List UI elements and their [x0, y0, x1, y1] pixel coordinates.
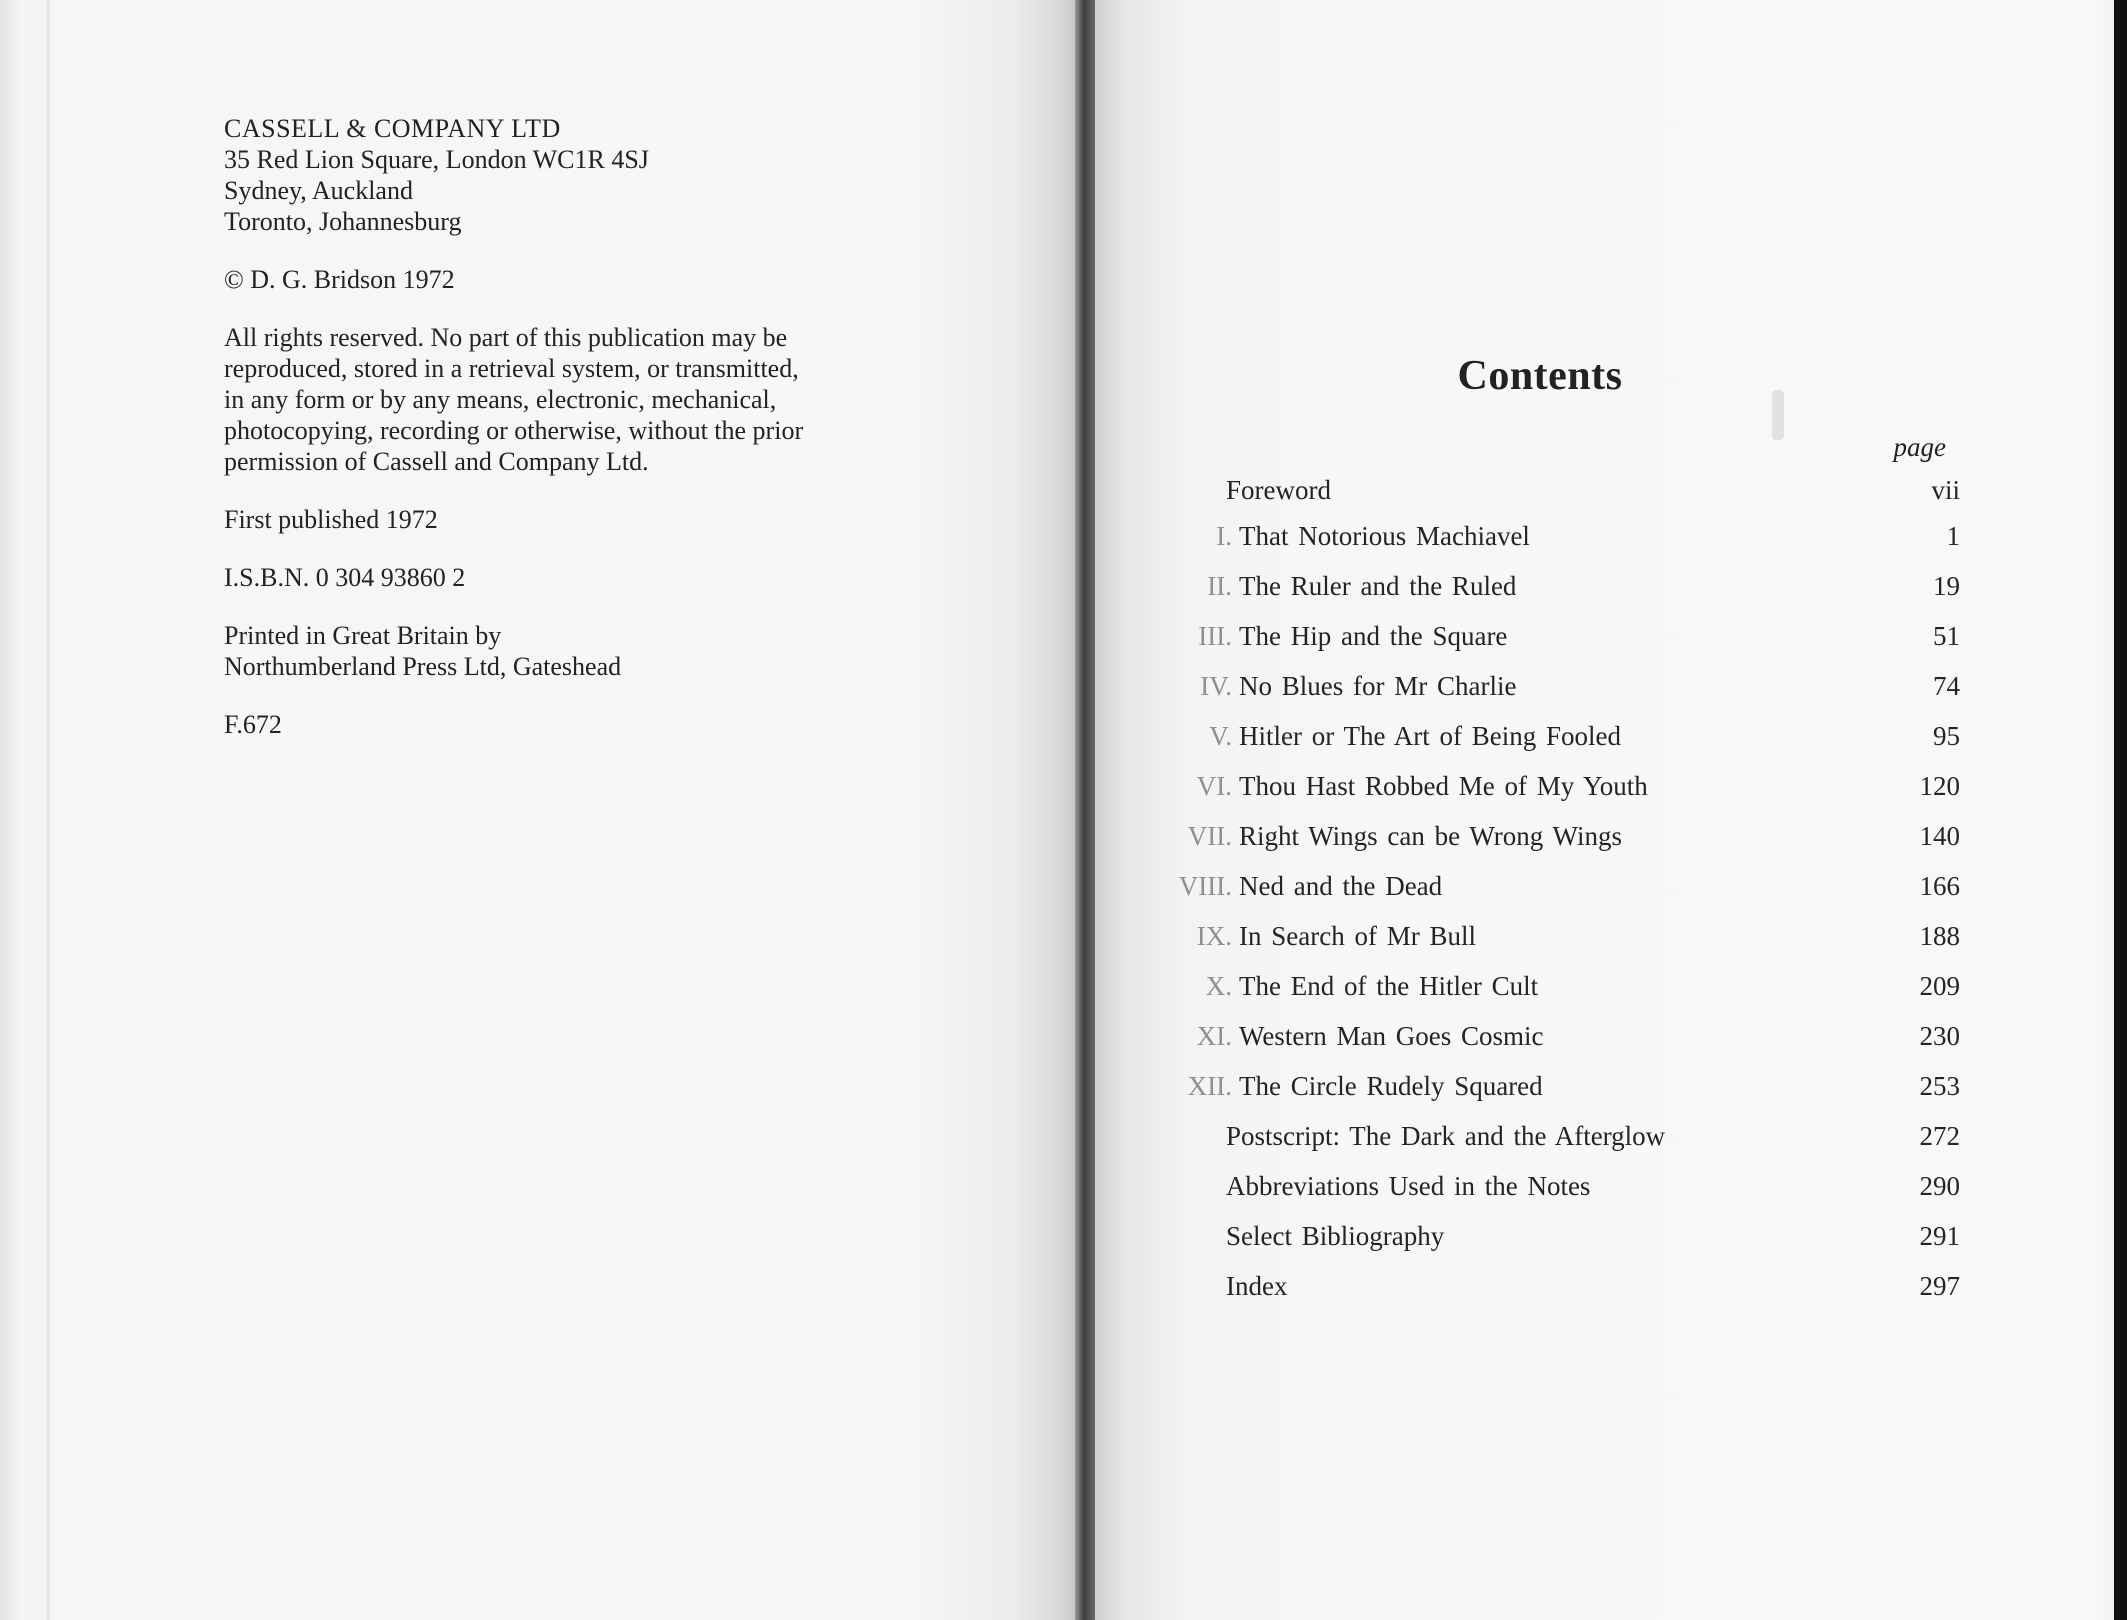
chapter-title: Abbreviations Used in the Notes	[1226, 1171, 1591, 1201]
chapter-title: Thou Hast Robbed Me of My Youth	[1239, 771, 1648, 801]
page-number: 188	[1919, 921, 1960, 951]
toc-entry	[1150, 866, 1960, 916]
chapter-number: VI.	[1196, 771, 1232, 801]
table-of-contents	[1150, 470, 1960, 1316]
address-line: Sydney, Auckland	[224, 176, 413, 205]
isbn-line: I.S.B.N. 0 304 93860 2	[224, 563, 466, 592]
chapter-title: The Ruler and the Ruled	[1239, 571, 1517, 601]
printer-line: Printed in Great Britain by	[224, 621, 502, 650]
toc-entry	[1150, 470, 1960, 516]
chapter-title: Foreword	[1226, 475, 1331, 505]
chapter-title: In Search of Mr Bull	[1239, 921, 1476, 951]
chapter-number: IV.	[1200, 671, 1232, 701]
toc-entry	[1150, 666, 1960, 716]
page-number: 291	[1919, 1221, 1960, 1251]
paper-blemish	[1772, 390, 1784, 440]
toc-entry	[1150, 716, 1960, 766]
chapter-number: VII.	[1187, 821, 1232, 851]
page-number: 272	[1919, 1121, 1960, 1151]
address-line: 35 Red Lion Square, London WC1R 4SJ	[224, 145, 649, 174]
rights-line: photocopying, recording or otherwise, without the prior	[224, 416, 804, 445]
chapter-number: X.	[1205, 971, 1232, 1001]
chapter-title: The Circle Rudely Squared	[1239, 1071, 1543, 1101]
book-gutter	[1075, 0, 1095, 1620]
toc-entry	[1150, 766, 1960, 816]
toc-entry	[1150, 516, 1960, 566]
page-number: 140	[1919, 821, 1960, 851]
chapter-title: Postscript: The Dark and the Afterglow	[1226, 1121, 1666, 1151]
chapter-title: The Hip and the Square	[1239, 621, 1508, 651]
page-number: 19	[1933, 571, 1960, 601]
rights-line: All rights reserved. No part of this publication may be	[224, 323, 788, 352]
chapter-title: Index	[1226, 1271, 1288, 1301]
page-number: 51	[1933, 621, 1960, 651]
page-number: 297	[1919, 1271, 1960, 1301]
imprint-block	[224, 113, 924, 767]
scan-edge	[2114, 0, 2127, 1620]
chapter-number: III.	[1198, 621, 1232, 651]
toc-entry	[1150, 966, 1960, 1016]
publisher-block	[224, 113, 924, 237]
rights-line: permission of Cassell and Company Ltd.	[224, 447, 649, 476]
chapter-number: XII.	[1187, 1071, 1232, 1101]
chapter-number: XI.	[1196, 1021, 1232, 1051]
chapter-title: The End of the Hitler Cult	[1239, 971, 1539, 1001]
toc-entry	[1150, 816, 1960, 866]
chapter-title: No Blues for Mr Charlie	[1239, 671, 1517, 701]
toc-entry	[1150, 916, 1960, 966]
page-number: 290	[1919, 1171, 1960, 1201]
toc-entry	[1150, 1266, 1960, 1316]
rights-line: in any form or by any means, electronic, mechanical,	[224, 385, 777, 414]
chapter-title: Select Bibliography	[1226, 1221, 1445, 1251]
toc-entry	[1150, 1016, 1960, 1066]
chapter-number: IX.	[1196, 921, 1232, 951]
first-published-line: First published 1972	[224, 505, 438, 534]
rights-line: reproduced, stored in a retrieval system, or transmitted,	[224, 354, 799, 383]
publisher-name: CASSELL & COMPANY LTD	[224, 114, 561, 143]
rights-notice	[224, 322, 914, 477]
toc-entry	[1150, 566, 1960, 616]
page-number: 74	[1933, 671, 1960, 701]
toc-entry	[1150, 1166, 1960, 1216]
page-number: 253	[1919, 1071, 1960, 1101]
copyright-notice	[224, 264, 924, 295]
page-number: 95	[1933, 721, 1960, 751]
chapter-title: Western Man Goes Cosmic	[1239, 1021, 1544, 1051]
isbn	[224, 562, 924, 593]
chapter-title: Hitler or The Art of Being Fooled	[1239, 721, 1621, 751]
toc-entry	[1150, 1066, 1960, 1116]
page-number: 1	[1946, 521, 1960, 551]
page-number: 120	[1919, 771, 1960, 801]
page-number: 166	[1919, 871, 1960, 901]
page-number: vii	[1931, 475, 1960, 505]
address-line: Toronto, Johannesburg	[224, 207, 462, 236]
chapter-number: I.	[1216, 521, 1232, 551]
contents-heading: Contents	[1457, 353, 1623, 399]
page-number: 230	[1919, 1021, 1960, 1051]
print-code	[224, 709, 924, 740]
chapter-title: Right Wings can be Wrong Wings	[1239, 821, 1622, 851]
page-number: 209	[1919, 971, 1960, 1001]
printer-line: Northumberland Press Ltd, Gateshead	[224, 652, 622, 681]
first-published	[224, 504, 924, 535]
printer-block	[224, 620, 924, 682]
print-code-line: F.672	[224, 710, 282, 739]
toc-entry	[1150, 1116, 1960, 1166]
page-column-label: page	[1893, 432, 1946, 462]
chapter-number: VIII.	[1178, 871, 1232, 901]
chapter-number: II.	[1207, 571, 1232, 601]
chapter-title: Ned and the Dead	[1239, 871, 1443, 901]
toc-entry	[1150, 616, 1960, 666]
chapter-number: V.	[1209, 721, 1232, 751]
toc-entry	[1150, 1216, 1960, 1266]
copyright-line: © D. G. Bridson 1972	[224, 265, 455, 294]
chapter-title: That Notorious Machiavel	[1239, 521, 1530, 551]
